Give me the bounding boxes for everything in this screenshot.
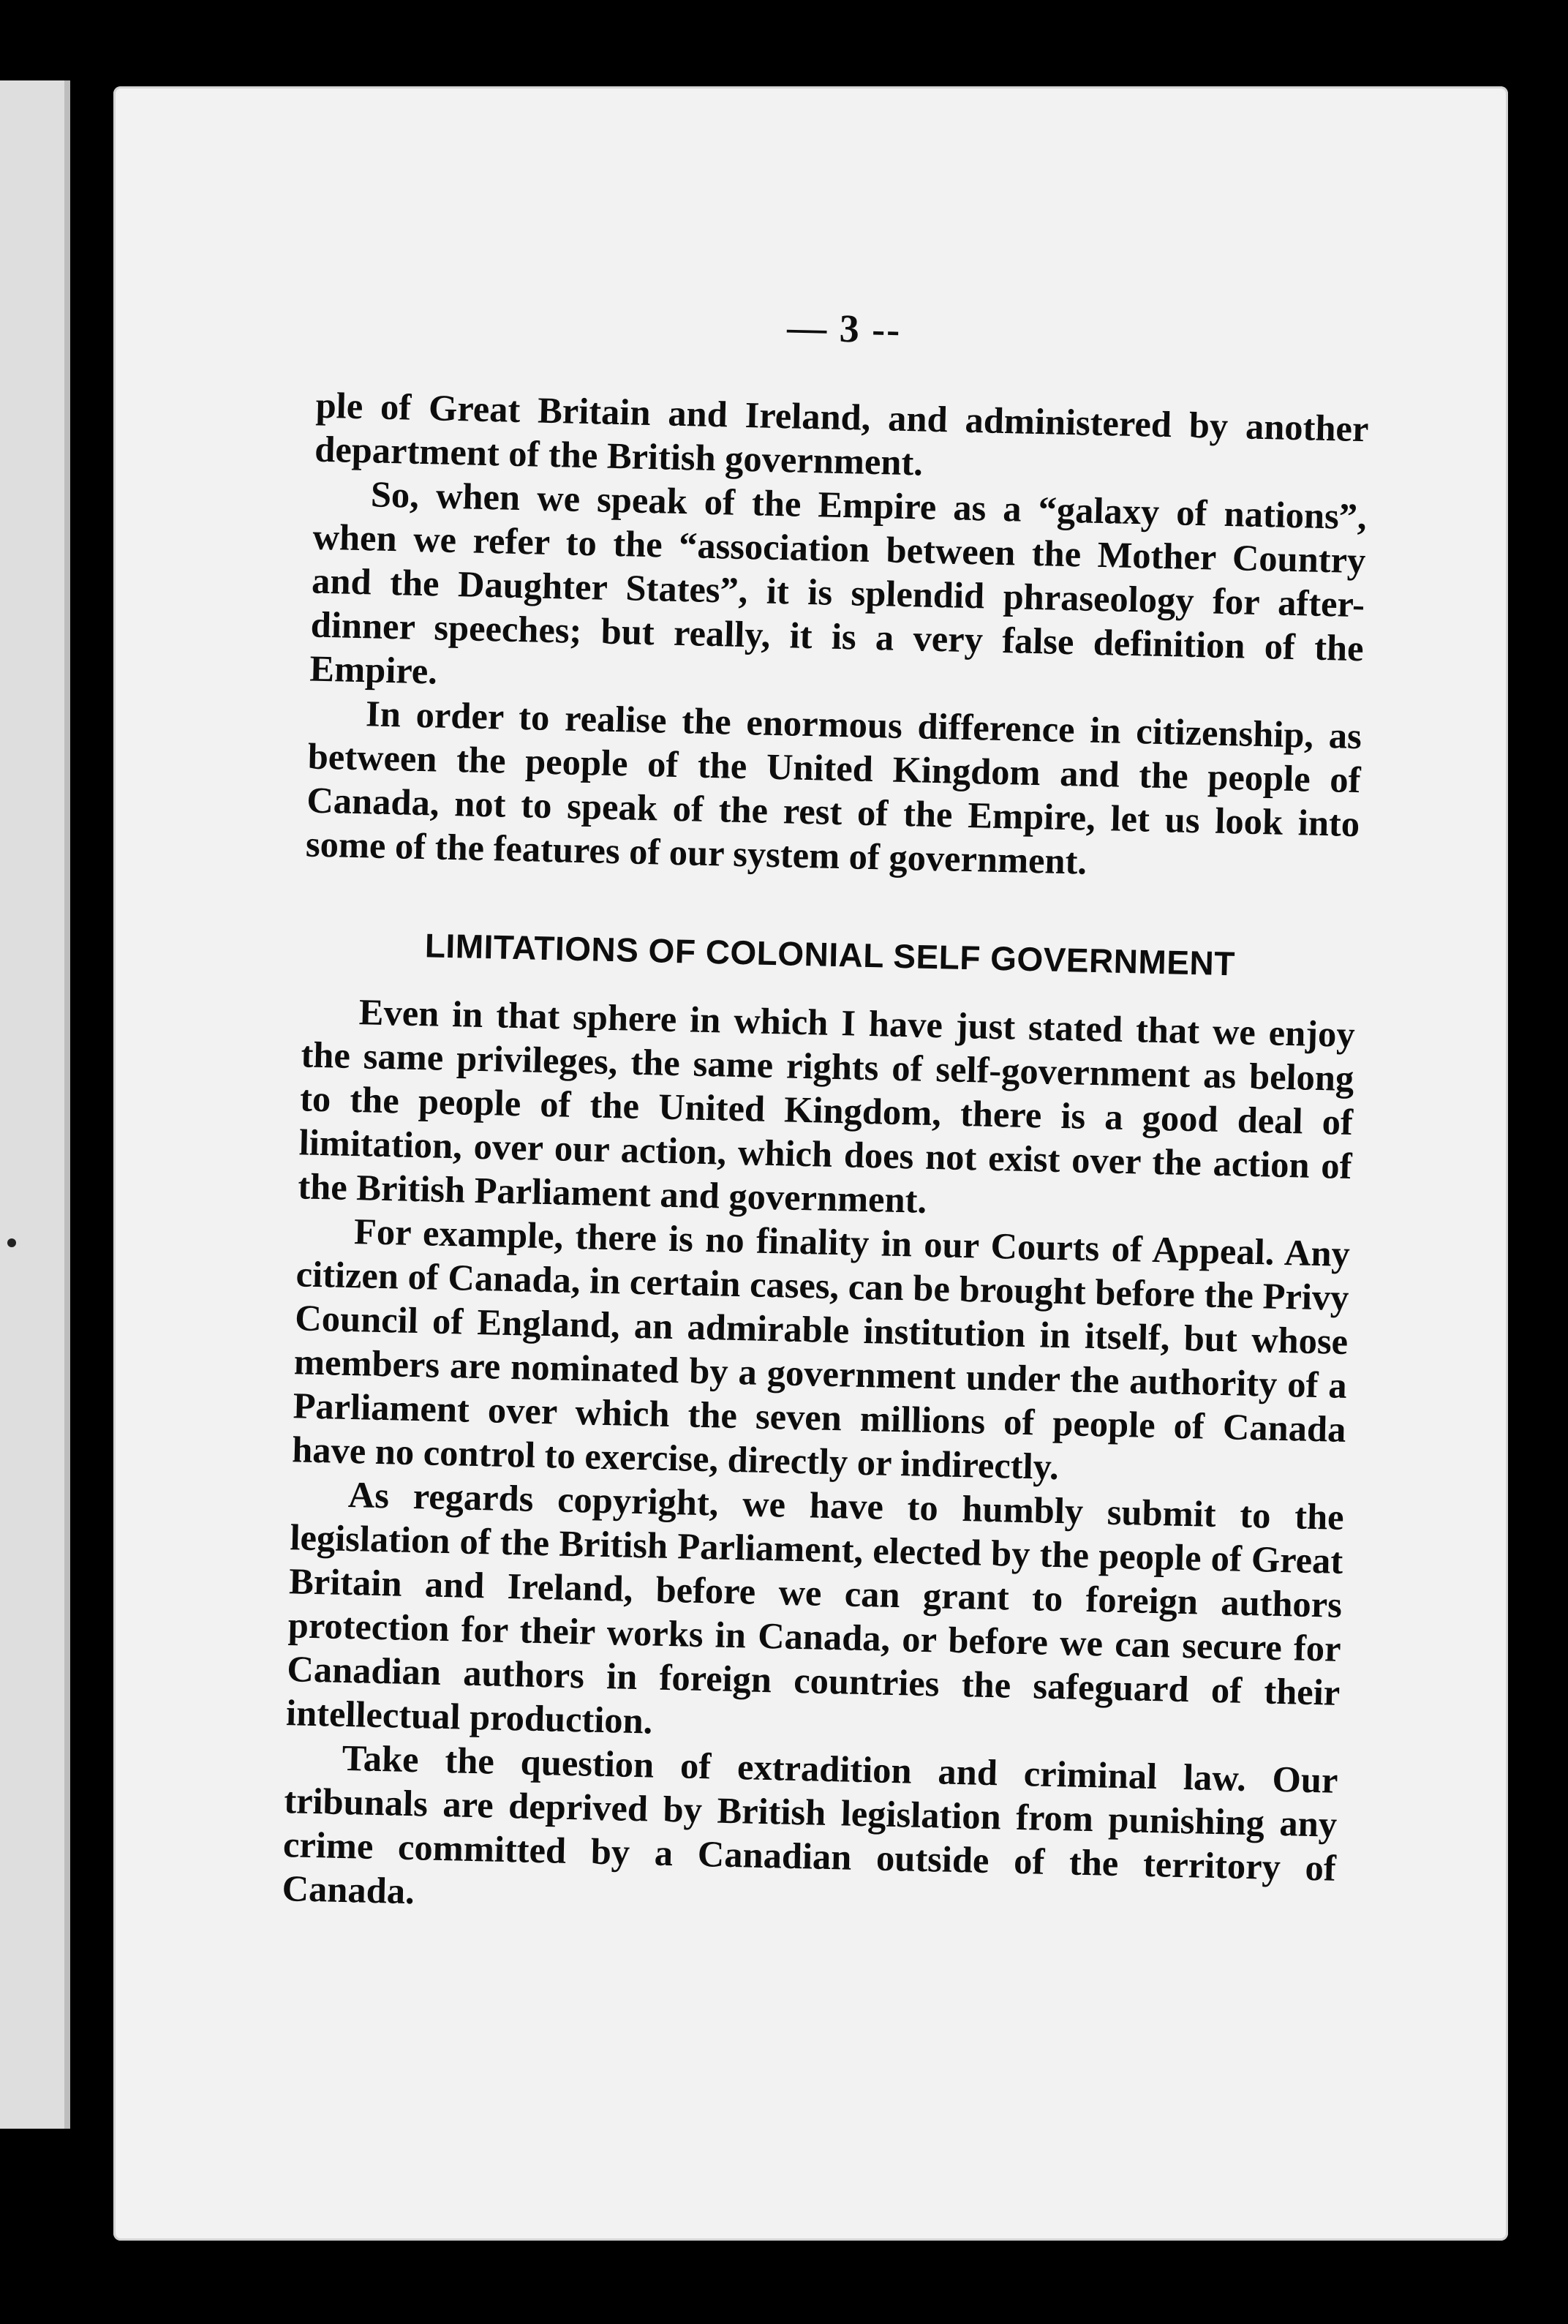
paragraph-continued: ple of Great Britain and Ireland, and administered by another department of the British government. — [314, 384, 1370, 484]
paragraph: Even in that sphere in which I have just stated that we enjoy the same privileges, the same rights of self-government as belong to the people of the United Kingdom, there is a good deal of limitation, over our action, which does not exist over the action of the British Parliament and government. — [297, 991, 1356, 1221]
page-gutter — [64, 80, 70, 2129]
page-number: — 3 -- — [786, 305, 902, 352]
paragraph: As regards copyright, we have to humbly submit to the legislation of the British Parliament, elected by the people of Great Britain and Ireland, before we can grant to foreign authors protection for their works in Canada, or before we can secure for Canadian authors in foreign countries the safeguard of their intellectual production. — [285, 1474, 1345, 1742]
scan-mark — [7, 1238, 16, 1247]
paragraph: In order to realise the enormous difference in citizenship, as between the people of the United Kingdom and the people of Canada, not to speak of the rest of the Empire, let us look into some of the features of our system of government. — [305, 693, 1362, 882]
document-page — [113, 86, 1508, 2241]
paragraph: So, when we speak of the Empire as a “galaxy of nations”, when we refer to the “association between the Mother Country and the Daughter States”, it is splendid phraseology for after-dinner speeches; but really, it is a very false definition of the Empire. — [309, 473, 1368, 692]
section-heading: LIMITATIONS OF COLONIAL SELF GOVERNMENT — [424, 926, 1236, 983]
paragraph: Take the question of extradition and criminal law. Our tribunals are deprived by British legislation from punishing any crime committed by a Canadian outside of the territory of Canada. — [282, 1737, 1339, 1912]
page-content — [282, 294, 1371, 1934]
previous-page-edge — [0, 80, 70, 2129]
paragraph: For example, there is no finality in our Courts of Appeal. Any citizen of Canada, in certain cases, can be brought before the Privy Council of England, an admirable institution in itself, but whose members are nominated by a government under the authority of a Parliament over which the seven millions of people of Canada have no control to exercise, directly or indirectly. — [291, 1211, 1351, 1488]
